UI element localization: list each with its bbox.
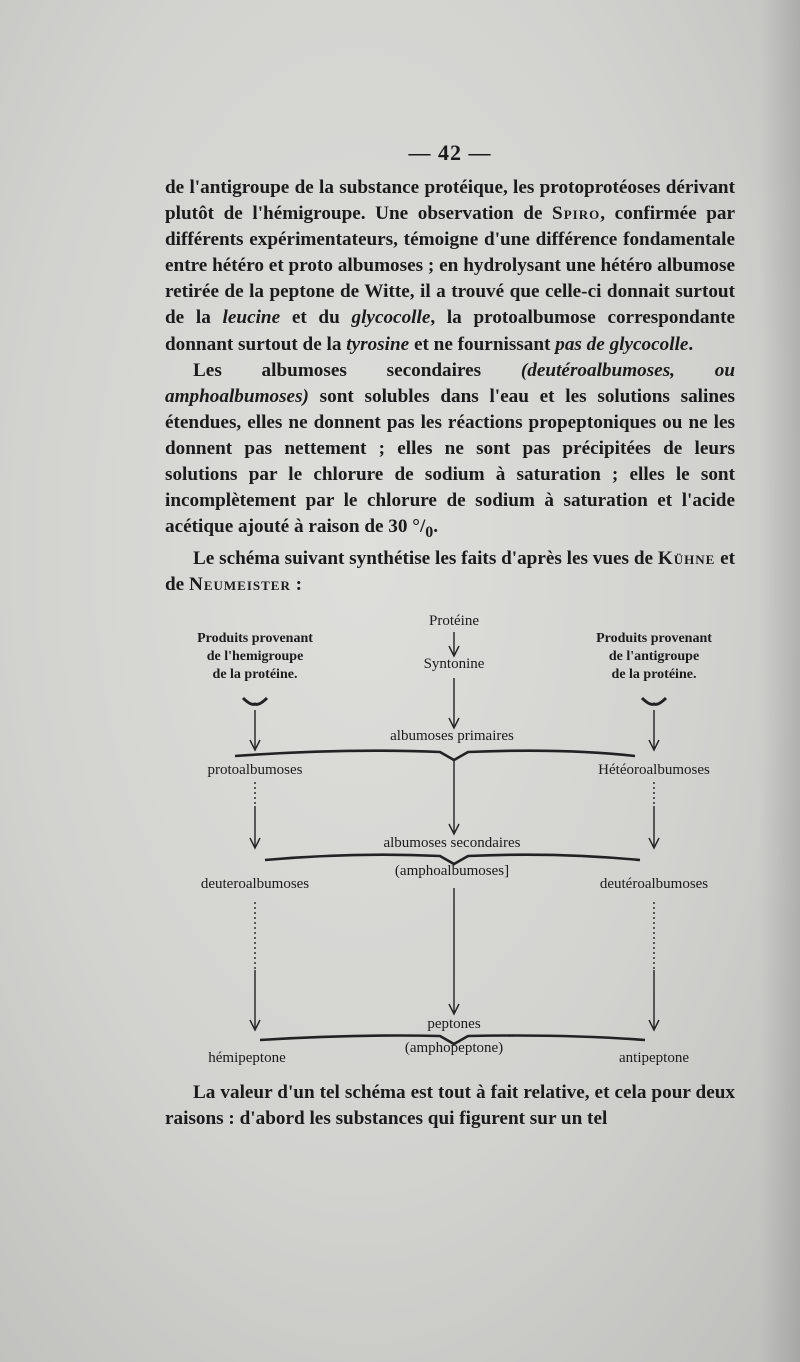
brace-right-header <box>642 698 666 704</box>
right-column-header: Produits provenant de l'antigroupe de la protéine. <box>596 631 712 682</box>
paragraph-1: de l'antigroupe de la substance protéique, les protoprotéoses dérivant plutôt de l'hémigroupe. Une observation de Spiro, confirmée par différents expérimentateurs, témoigne d'une différence fondamentale entre hétéro et proto albumoses ; en hydrolysant une hétéro albumose retirée de la peptone de Witte, il a trouvé que celle-ci donnait surtout de la leucine et du glycocolle, la protoalbumose correspondante donnant surtout de la tyrosine et ne fournissant pas de glycocolle. <box>165 177 736 355</box>
body-text-bottom <box>165 1080 735 1132</box>
term-leucine: leucine <box>222 307 281 329</box>
author-neumeister: Neumeister <box>188 574 291 596</box>
paragraph-4: La valeur d'un tel schéma est tout à fait relative, et cela pour deux raisons : d'abord les substances qui figurent sur un tel <box>165 1082 735 1130</box>
paragraph-2: Les albumoses secondaires (deutéroalbumoses, ou amphoalbumoses) sont solubles dans l'eau et les solutions salines étendues, elles ne donnent pas les réactions propeptoniques ou ne les donnent pas nettement ; elles ne sont pas précipitées de leurs solutions par le chlorure de sodium à saturation ; elles le sont incomplètement par le chlorure de sodium à saturation et l'acide acétique ajouté à raison de 30 $^\circ/_0$. <box>165 359 735 542</box>
left-column-header: Produits provenant de l'hemigroupe de la protéine. <box>197 631 313 682</box>
label-deuteroalbumoses-right: deutéroalbumoses <box>599 876 709 892</box>
paragraph-3: Le schéma suivant synthétise les faits d'après les vues de Kühne et de Neumeister : <box>165 548 736 596</box>
label-proteine: Protéine <box>429 613 479 629</box>
term-tyrosine: tyrosine <box>346 333 410 355</box>
term-deuteroalbumoses: (deutéroalbumoses, ou amphoalbumoses) <box>165 359 735 407</box>
label-deuteroalbumoses-left: deuteroalbumoses <box>200 876 310 892</box>
label-peptones: peptones <box>427 1016 481 1032</box>
brace-left-header <box>243 698 267 704</box>
label-amphoalbumoses: (amphoalbumoses] <box>394 863 510 879</box>
body-text-top <box>165 175 735 598</box>
label-antipeptone: antipeptone <box>619 1050 689 1066</box>
label-albumoses-primaires: albumoses primaires <box>390 728 514 744</box>
page-edge-shadow <box>760 0 800 1362</box>
label-protoalbumoses: protoalbumoses <box>207 762 303 778</box>
label-amphopeptone: (amphopeptone) <box>404 1040 504 1056</box>
term-glycocolle: glycocolle <box>351 307 431 329</box>
term-pas-de-glycocolle: pas de glycocolle <box>555 333 689 355</box>
author-spiro: Spiro <box>552 203 601 225</box>
protein-scheme-diagram <box>165 610 745 1080</box>
page-number: — 42 — <box>408 140 492 165</box>
label-albumoses-secondaires: albumoses secondaires <box>383 835 521 851</box>
label-syntonine: Syntonine <box>423 656 485 672</box>
label-heteroalbumoses: Hétéoroalbumoses <box>598 762 710 778</box>
author-kuhne: Kühne <box>657 548 716 570</box>
label-hemipeptone: hémipeptone <box>208 1050 286 1066</box>
brace-primaires <box>235 751 635 760</box>
